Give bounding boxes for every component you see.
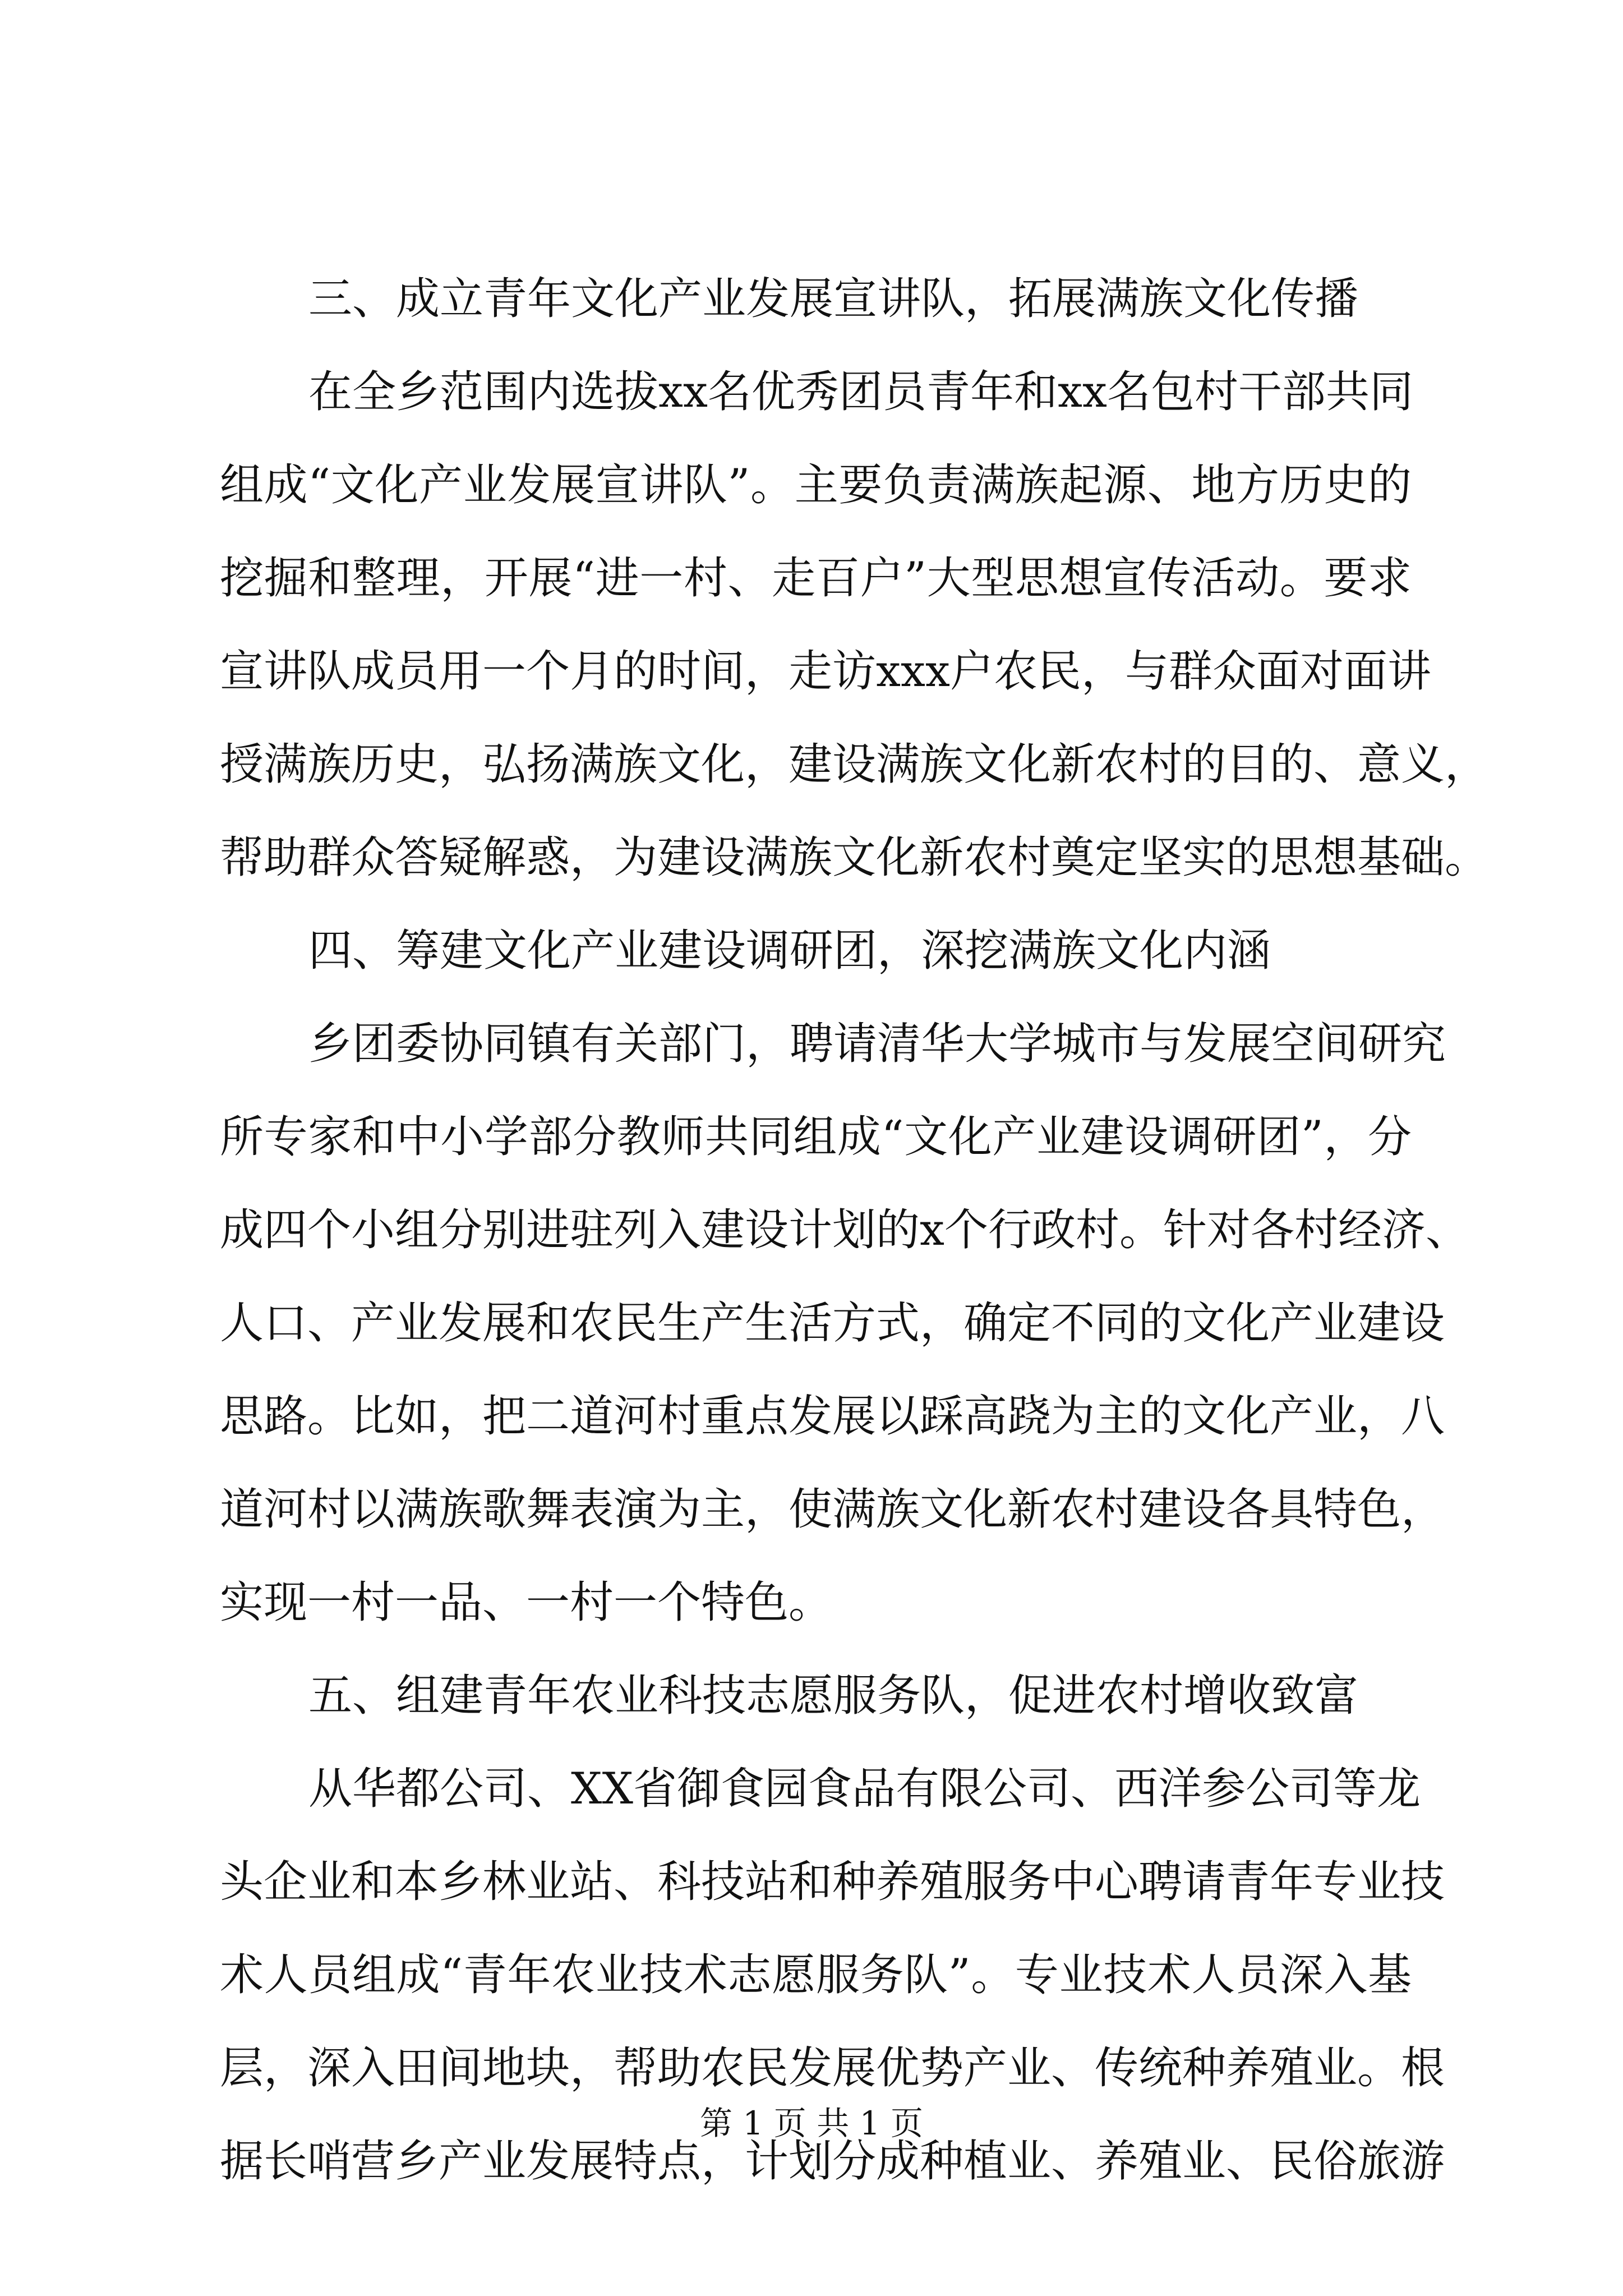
paragraph-line: 挖掘和整理，开展“进一村、走百户”大型思想宣传活动。要求 xyxy=(220,553,1412,604)
paragraph-line: 组成“文化产业发展宣讲队”。主要负责满族起源、地方历史的 xyxy=(220,460,1412,510)
paragraph-line: 从华都公司、XX省御食园食品有限公司、西洋参公司等龙 xyxy=(308,1764,1421,1814)
paragraph-line: 实现一村一品、一村一个特色。 xyxy=(220,1577,833,1628)
section-heading-4: 四、筹建文化产业建设调研团，深挖满族文化内涵 xyxy=(308,926,1271,976)
paragraph-line: 据长哨营乡产业发展特点，计划分成种植业、养殖业、民俗旅游 xyxy=(220,2136,1445,2187)
paragraph-line: 帮助群众答疑解惑，为建设满族文化新农村奠定坚实的思想基础。 xyxy=(220,832,1489,883)
paragraph-line: 授满族历史，弘扬满族文化，建设满族文化新农村的目的、意义， xyxy=(220,739,1489,790)
paragraph-line: 成四个小组分别进驻列入建设计划的x个行政村。针对各村经济、 xyxy=(220,1205,1469,1255)
section-heading-5: 五、组建青年农业科技志愿服务队，促进农村增收致富 xyxy=(308,1671,1359,1721)
paragraph-line: 道河村以满族歌舞表演为主，使满族文化新农村建设各具特色， xyxy=(220,1484,1445,1535)
paragraph-line: 术人员组成“青年农业技术志愿服务队”。专业技术人员深入基 xyxy=(220,1950,1412,2000)
document-body xyxy=(220,252,1489,2208)
paragraph-line: 宣讲队成员用一个月的时间，走访xxx户农民，与群众面对面讲 xyxy=(220,646,1431,697)
paragraph-line: 乡团委协同镇有关部门，聘请清华大学城市与发展空间研究 xyxy=(308,1019,1446,1069)
paragraph-line: 人口、产业发展和农民生产生活方式，确定不同的文化产业建设 xyxy=(220,1298,1445,1349)
paragraph-line: 在全乡范围内选拔xx名优秀团员青年和xx名包村干部共同 xyxy=(308,367,1413,417)
section-heading-3: 三、成立青年文化产业发展宣讲队，拓展满族文化传播 xyxy=(308,274,1359,324)
paragraph-line: 所专家和中小学部分教师共同组成“文化产业建设调研团”，分 xyxy=(220,1112,1412,1162)
paragraph-line: 层，深入田间地块，帮助农民发展优势产业、传统种养殖业。根 xyxy=(220,2043,1445,2093)
paragraph-line: 思路。比如，把二道河村重点发展以踩高跷为主的文化产业，八 xyxy=(220,1391,1445,1442)
paragraph-line: 头企业和本乡林业站、科技站和种养殖服务中心聘请青年专业技 xyxy=(220,1857,1445,1907)
page-number-footer: 第 1 页 共 1 页 xyxy=(700,2104,923,2142)
